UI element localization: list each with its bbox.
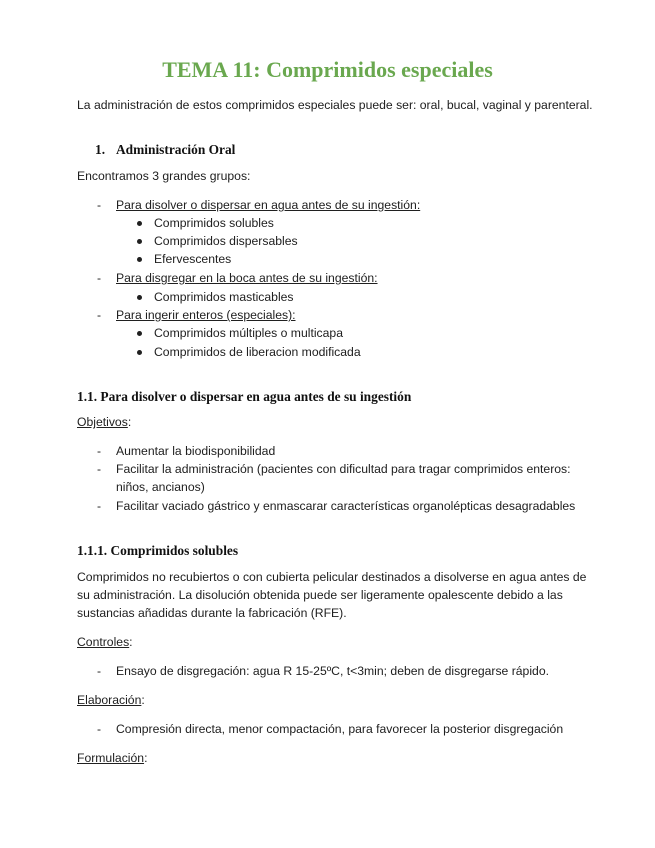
list-item: - Facilitar vaciado gástrico y enmascarar características organolépticas desagradables — [116, 499, 575, 513]
section-number: 1. — [95, 142, 106, 157]
formulacion-label: Formulación: — [77, 751, 148, 765]
paragraph-line: Comprimidos no recubiertos o con cubierta pelicular destinados a disolverse en agua antes de — [77, 570, 587, 584]
paragraph-line: su administración. La disolución obtenida puede ser ligeramente opalescente debido a las — [77, 588, 563, 602]
controles-label: Controles: — [77, 635, 133, 649]
list-item: Efervescentes — [154, 252, 232, 266]
group-label: - Para ingerir enteros (especiales): — [116, 308, 296, 322]
group-label: - Para disolver o dispersar en agua antes de su ingestión: — [116, 198, 420, 212]
paragraph-line: sustancias añadidas durante la fabricación (RFE). — [77, 606, 347, 620]
section-heading-1-1-1: 1.1.1. Comprimidos solubles — [77, 543, 239, 558]
list-item: Comprimidos masticables — [154, 290, 294, 304]
list-item: Comprimidos solubles — [154, 216, 274, 230]
list-item: Comprimidos múltiples o multicapa — [154, 326, 343, 340]
section-heading-1-1: 1.1. Para disolver o dispersar en agua antes de su ingestión — [77, 389, 412, 404]
page-title: TEMA 11: Comprimidos especiales — [162, 57, 493, 82]
group-label: - Para disgregar en la boca antes de su ingestión: — [116, 271, 378, 285]
intro-paragraph: La administración de estos comprimidos especiales puede ser: oral, bucal, vaginal y parenteral. — [77, 98, 593, 112]
list-item: Comprimidos dispersables — [154, 234, 298, 248]
objectives-label: Objetivos: — [77, 415, 132, 429]
section-lead: Encontramos 3 grandes grupos: — [77, 169, 251, 183]
list-item: - Compresión directa, menor compactación, para favorecer la posterior disgregación — [116, 722, 563, 736]
list-item: - Aumentar la biodisponibilidad — [116, 444, 275, 458]
elaboracion-label: Elaboración: — [77, 693, 145, 707]
list-item: - Ensayo de disgregación: agua R 15-25ºC, t<3min; deben de disgregarse rápido. — [116, 664, 549, 678]
list-item: - Facilitar la administración (pacientes con dificultad para tragar comprimidos enteros: — [116, 462, 571, 476]
list-item-continuation: niños, ancianos) — [116, 480, 205, 494]
list-item: Comprimidos de liberacion modificada — [154, 345, 361, 359]
section-heading-oral: Administración Oral — [116, 142, 236, 157]
